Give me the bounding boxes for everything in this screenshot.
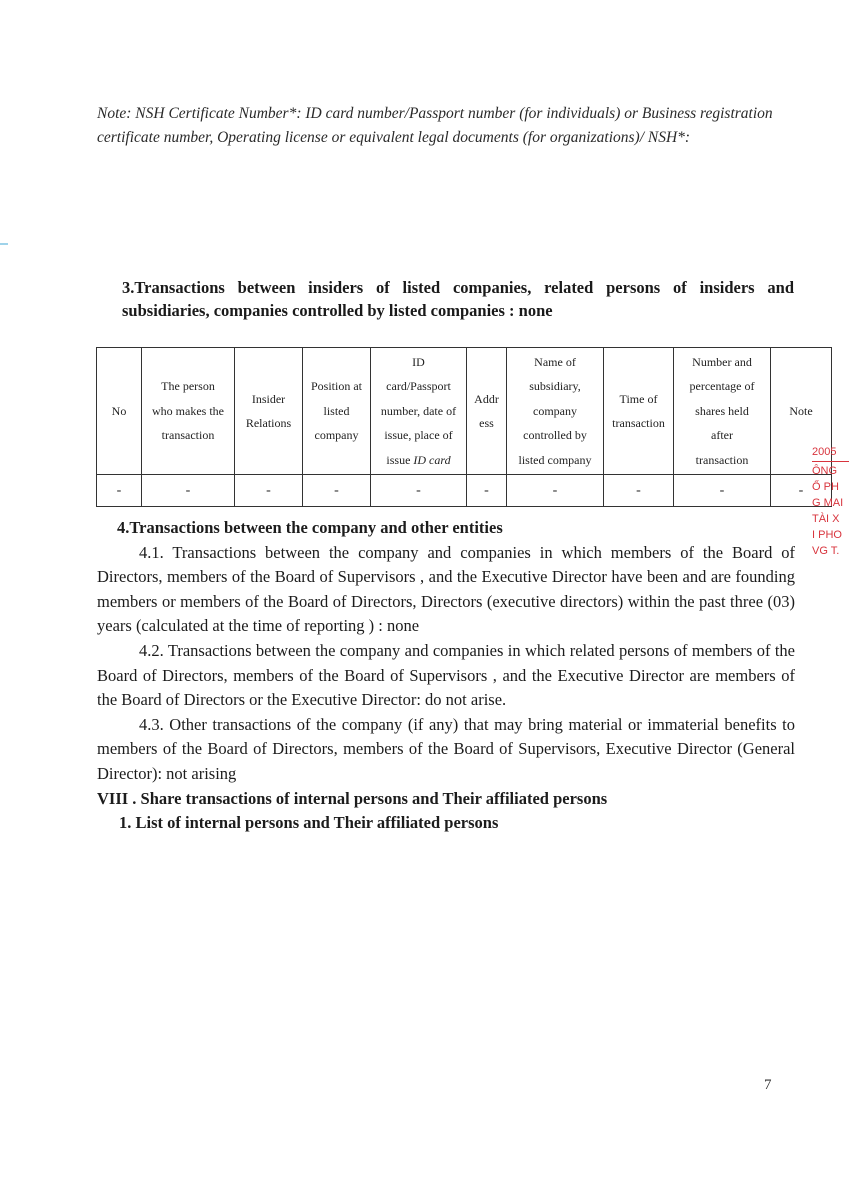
- table-cell: -: [674, 475, 771, 507]
- stamp-text: Ổ PH: [812, 481, 839, 493]
- col-header-no: No: [97, 348, 142, 475]
- stamp-text: G MAI: [812, 497, 844, 509]
- table-cell: -: [235, 475, 303, 507]
- section-3-heading: 3.Transactions between insiders of listed companies, related persons of insiders and subsidiaries, companies controlled by listed companies : none: [122, 278, 794, 320]
- table-cell: -: [97, 475, 142, 507]
- insider-transactions-table: [96, 347, 832, 507]
- section-4-heading: 4.Transactions between the company and other entities: [117, 518, 503, 537]
- stamp-text: 2005: [812, 446, 837, 458]
- stamp-rule: [812, 461, 849, 462]
- id-issue-label: issue: [386, 452, 411, 467]
- col-header-address: Addr ess: [467, 348, 507, 475]
- table-cell: -: [771, 475, 832, 507]
- col-header-subsidiary: Name of subsidiary, company controlled by listed company: [507, 348, 604, 475]
- table-cell: -: [604, 475, 674, 507]
- col-header-insider-relations: Insider Relations: [235, 348, 303, 475]
- col-header-shares-held: Number and percentage of shares held after transaction: [674, 348, 771, 475]
- stamp-text: ÔNG: [812, 465, 838, 477]
- paragraph-4-3: 4.3. Other transactions of the company (if any) that may bring material or immaterial benefits to members of the Board of Directors, members of the Board of Supervisors, Executive Director (General Director): not arising: [97, 714, 795, 783]
- table-cell: -: [142, 475, 235, 507]
- col-header-time: Time of transaction: [604, 348, 674, 475]
- table-cell: -: [371, 475, 467, 507]
- col-header-id-card: ID card/Passport number, date of issue, place of issue ID card: [371, 348, 467, 475]
- id-card-italic: ID card: [413, 452, 451, 467]
- col-header-note: Note: [771, 348, 832, 475]
- stamp-text: I PHO: [812, 529, 842, 541]
- table-cell: -: [467, 475, 507, 507]
- paragraph-4-2: 4.2. Transactions between the company and companies in which related persons of members of the Board of Directors, members of the Board of Supervisors , and the Executive Director are members of the Board of Directors or the Executive Director: do not arise.: [97, 640, 795, 710]
- stamp-text: TÀI X: [812, 513, 840, 525]
- table-header-row: [97, 348, 832, 475]
- body-text: [97, 516, 795, 836]
- col-header-position: Position at listed company: [303, 348, 371, 475]
- scan-edge-mark: [0, 243, 8, 245]
- note-paragraph: Note: NSH Certificate Number*: ID card number/Passport number (for individuals) or Business registration certificate number, Operating license or equivalent legal documents (for organizations)/ NSH*:: [97, 105, 773, 146]
- table-row: [97, 475, 832, 507]
- col-header-person: The person who makes the transaction: [142, 348, 235, 475]
- section-8-subheading: 1. List of internal persons and Their affiliated persons: [119, 813, 499, 833]
- table-cell: -: [507, 475, 604, 507]
- paragraph-4-1: 4.1. Transactions between the company and companies in which members of the Board of Directors, members of the Board of Supervisors , and the Executive Director have been and are founding members or members of the Board of Directors, Directors (executive directors) within the past three (03) years (calculated at the time of reporting ) : none: [97, 542, 795, 636]
- section-8-heading: VIII . Share transactions of internal persons and Their affiliated persons: [97, 788, 608, 808]
- table-cell: -: [303, 475, 371, 507]
- company-seal-stamp: [812, 444, 849, 594]
- stamp-text: VG T.: [812, 545, 840, 557]
- page-number: 7: [764, 1077, 772, 1093]
